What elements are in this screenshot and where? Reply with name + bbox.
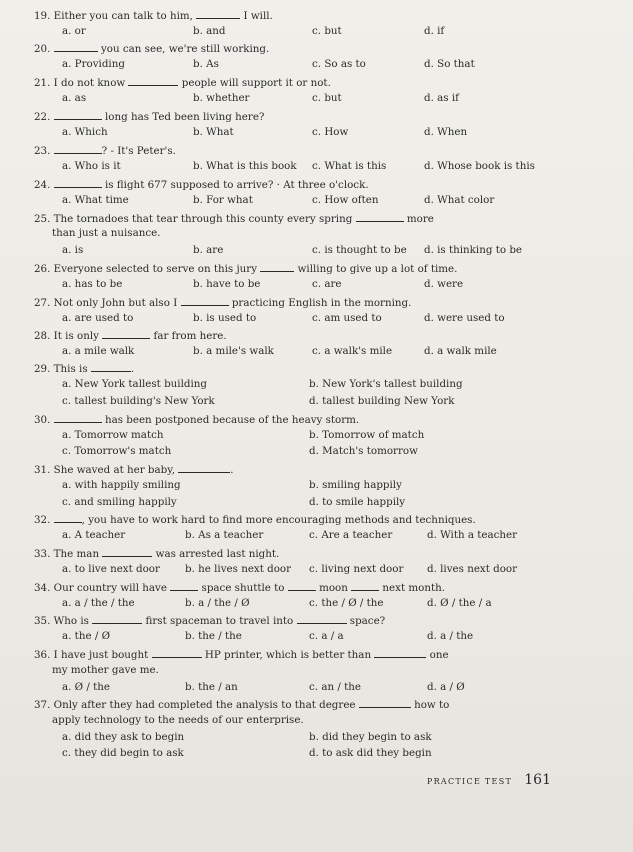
- q26-option-b: b. have to be: [193, 278, 261, 290]
- q33-option-b: b. he lives next door: [185, 563, 292, 575]
- footer-label: PRACTICE TEST: [426, 777, 513, 786]
- q23-option-d: d. Whose book is this: [424, 160, 535, 172]
- page-number: 161: [524, 772, 551, 788]
- q26-option-a: a. has to be: [62, 278, 123, 290]
- q36-option-b: b. the / an: [185, 681, 238, 693]
- q25-option-c: c. is thought to be: [312, 244, 407, 256]
- q24-option-a: a. What time: [62, 194, 129, 206]
- q25-option-d: d. is thinking to be: [424, 244, 523, 256]
- question-21: 21. I do not know people will support it or not.: [34, 77, 331, 89]
- q19-option-c: c. but: [312, 25, 342, 37]
- q25-option-a: a. is: [62, 244, 84, 256]
- q30-option-a: a. Tomorrow match: [62, 429, 164, 441]
- q37-option-a: a. did they ask to begin: [62, 731, 185, 743]
- question-22: 22. long has Ted been living here?: [34, 111, 265, 123]
- q33-option-d: d. lives next door: [427, 563, 518, 575]
- question-19: 19. Either you can talk to him, I will.: [34, 10, 273, 22]
- q34-option-b: b. a / the / Ø: [185, 597, 250, 609]
- q36-option-a: a. Ø / the: [62, 681, 111, 693]
- q28-option-c: c. a walk's mile: [312, 345, 393, 357]
- q29-option-b: b. New York's tallest building: [309, 378, 463, 390]
- q34-option-c: c. the / Ø / the: [309, 597, 384, 609]
- question-36: 36. I have just bought HP printer, which is better than one: [34, 649, 449, 661]
- q30-option-b: b. Tomorrow of match: [309, 429, 425, 441]
- q32-option-a: a. A teacher: [62, 529, 126, 541]
- q32-option-d: d. With a teacher: [427, 529, 518, 541]
- q27-option-b: b. is used to: [193, 312, 257, 324]
- question-31: 31. She waved at her baby, .: [34, 464, 234, 476]
- q19-option-d: d. if: [424, 25, 445, 37]
- question-23: 23. ? - It's Peter's.: [34, 145, 176, 157]
- q29-option-d: d. tallest building New York: [309, 395, 455, 407]
- q37-option-d: d. to ask did they begin: [309, 747, 432, 759]
- q24-option-b: b. For what: [193, 194, 253, 206]
- q35-option-a: a. the / Ø: [62, 630, 111, 642]
- question-25-continued: than just a nuisance.: [52, 227, 161, 239]
- q26-option-d: d. were: [424, 278, 464, 290]
- question-27: 27. Not only John but also I practicing English in the morning.: [34, 297, 412, 309]
- question-37-continued: apply technology to the needs of our enterprise.: [52, 714, 304, 726]
- q36-option-c: c. an / the: [309, 681, 361, 693]
- q35-option-d: d. a / the: [427, 630, 474, 642]
- q21-option-c: c. but: [312, 92, 342, 104]
- question-24: 24. is flight 677 supposed to arrive? · At three o'clock.: [34, 179, 369, 191]
- q23-option-a: a. Who is it: [62, 160, 121, 172]
- q31-option-d: d. to smile happily: [309, 496, 406, 508]
- question-30: 30. has been postponed because of the heavy storm.: [34, 414, 360, 426]
- q28-option-d: d. a walk mile: [424, 345, 497, 357]
- q33-option-c: c. living next door: [309, 563, 404, 575]
- q25-option-b: b. are: [193, 244, 224, 256]
- q27-option-c: c. am used to: [312, 312, 382, 324]
- q22-option-d: d. When: [424, 126, 468, 138]
- q26-option-c: c. are: [312, 278, 342, 290]
- question-29: 29. This is .: [34, 363, 135, 375]
- q27-option-a: a. are used to: [62, 312, 134, 324]
- q22-option-b: b. What: [193, 126, 234, 138]
- q21-option-b: b. whether: [193, 92, 250, 104]
- q20-option-d: d. So that: [424, 58, 475, 70]
- q31-option-a: a. with happily smiling: [62, 479, 181, 491]
- q30-option-d: d. Match's tomorrow: [309, 445, 418, 457]
- q28-option-a: a. a mile walk: [62, 345, 135, 357]
- question-28: 28. It is only far from here.: [34, 330, 227, 342]
- question-33: 33. The man was arrested last night.: [34, 548, 280, 560]
- q32-option-c: c. Are a teacher: [309, 529, 393, 541]
- q31-option-b: b. smiling happily: [309, 479, 402, 491]
- q34-option-d: d. Ø / the / a: [427, 597, 492, 609]
- q24-option-c: c. How often: [312, 194, 379, 206]
- q21-option-a: a. as: [62, 92, 87, 104]
- q32-option-b: b. As a teacher: [185, 529, 264, 541]
- q37-option-b: b. did they begin to ask: [309, 731, 432, 743]
- q30-option-c: c. Tomorrow's match: [62, 445, 172, 457]
- q20-option-a: a. Providing: [62, 58, 125, 70]
- q31-option-c: c. and smiling happily: [62, 496, 177, 508]
- q24-option-d: d. What color: [424, 194, 495, 206]
- q34-option-a: a. a / the / the: [62, 597, 135, 609]
- q20-option-c: c. So as to: [312, 58, 366, 70]
- q23-option-b: b. What is this book: [193, 160, 297, 172]
- q22-option-c: c. How: [312, 126, 349, 138]
- question-32: 32. , you have to work hard to find more encouraging methods and techniques.: [34, 514, 476, 526]
- question-35: 35. Who is first spaceman to travel into space?: [34, 615, 386, 627]
- q27-option-d: d. were used to: [424, 312, 505, 324]
- q20-option-b: b. As: [193, 58, 219, 70]
- q23-option-c: c. What is this: [312, 160, 387, 172]
- q21-option-d: d. as if: [424, 92, 459, 104]
- question-25: 25. The tornadoes that tear through this county every spring more: [34, 213, 434, 225]
- q19-option-a: a. or: [62, 25, 86, 37]
- question-26: 26. Everyone selected to serve on this jury willing to give up a lot of time.: [34, 263, 458, 275]
- q36-option-d: d. a / Ø: [427, 681, 465, 693]
- question-36-continued: my mother gave me.: [52, 664, 159, 676]
- q29-option-a: a. New York tallest building: [62, 378, 207, 390]
- q33-option-a: a. to live next door: [62, 563, 160, 575]
- q19-option-b: b. and: [193, 25, 226, 37]
- question-37: 37. Only after they had completed the analysis to that degree how to: [34, 699, 450, 711]
- q28-option-b: b. a mile's walk: [193, 345, 274, 357]
- page-footer: [427, 772, 551, 788]
- q37-option-c: c. they did begin to ask: [62, 747, 184, 759]
- question-34: 34. Our country will have space shuttle to moon next month.: [34, 582, 446, 594]
- question-20: 20. you can see, we're still working.: [34, 43, 270, 55]
- q22-option-a: a. Which: [62, 126, 108, 138]
- q29-option-c: c. tallest building's New York: [62, 395, 215, 407]
- q35-option-c: c. a / a: [309, 630, 344, 642]
- q35-option-b: b. the / the: [185, 630, 242, 642]
